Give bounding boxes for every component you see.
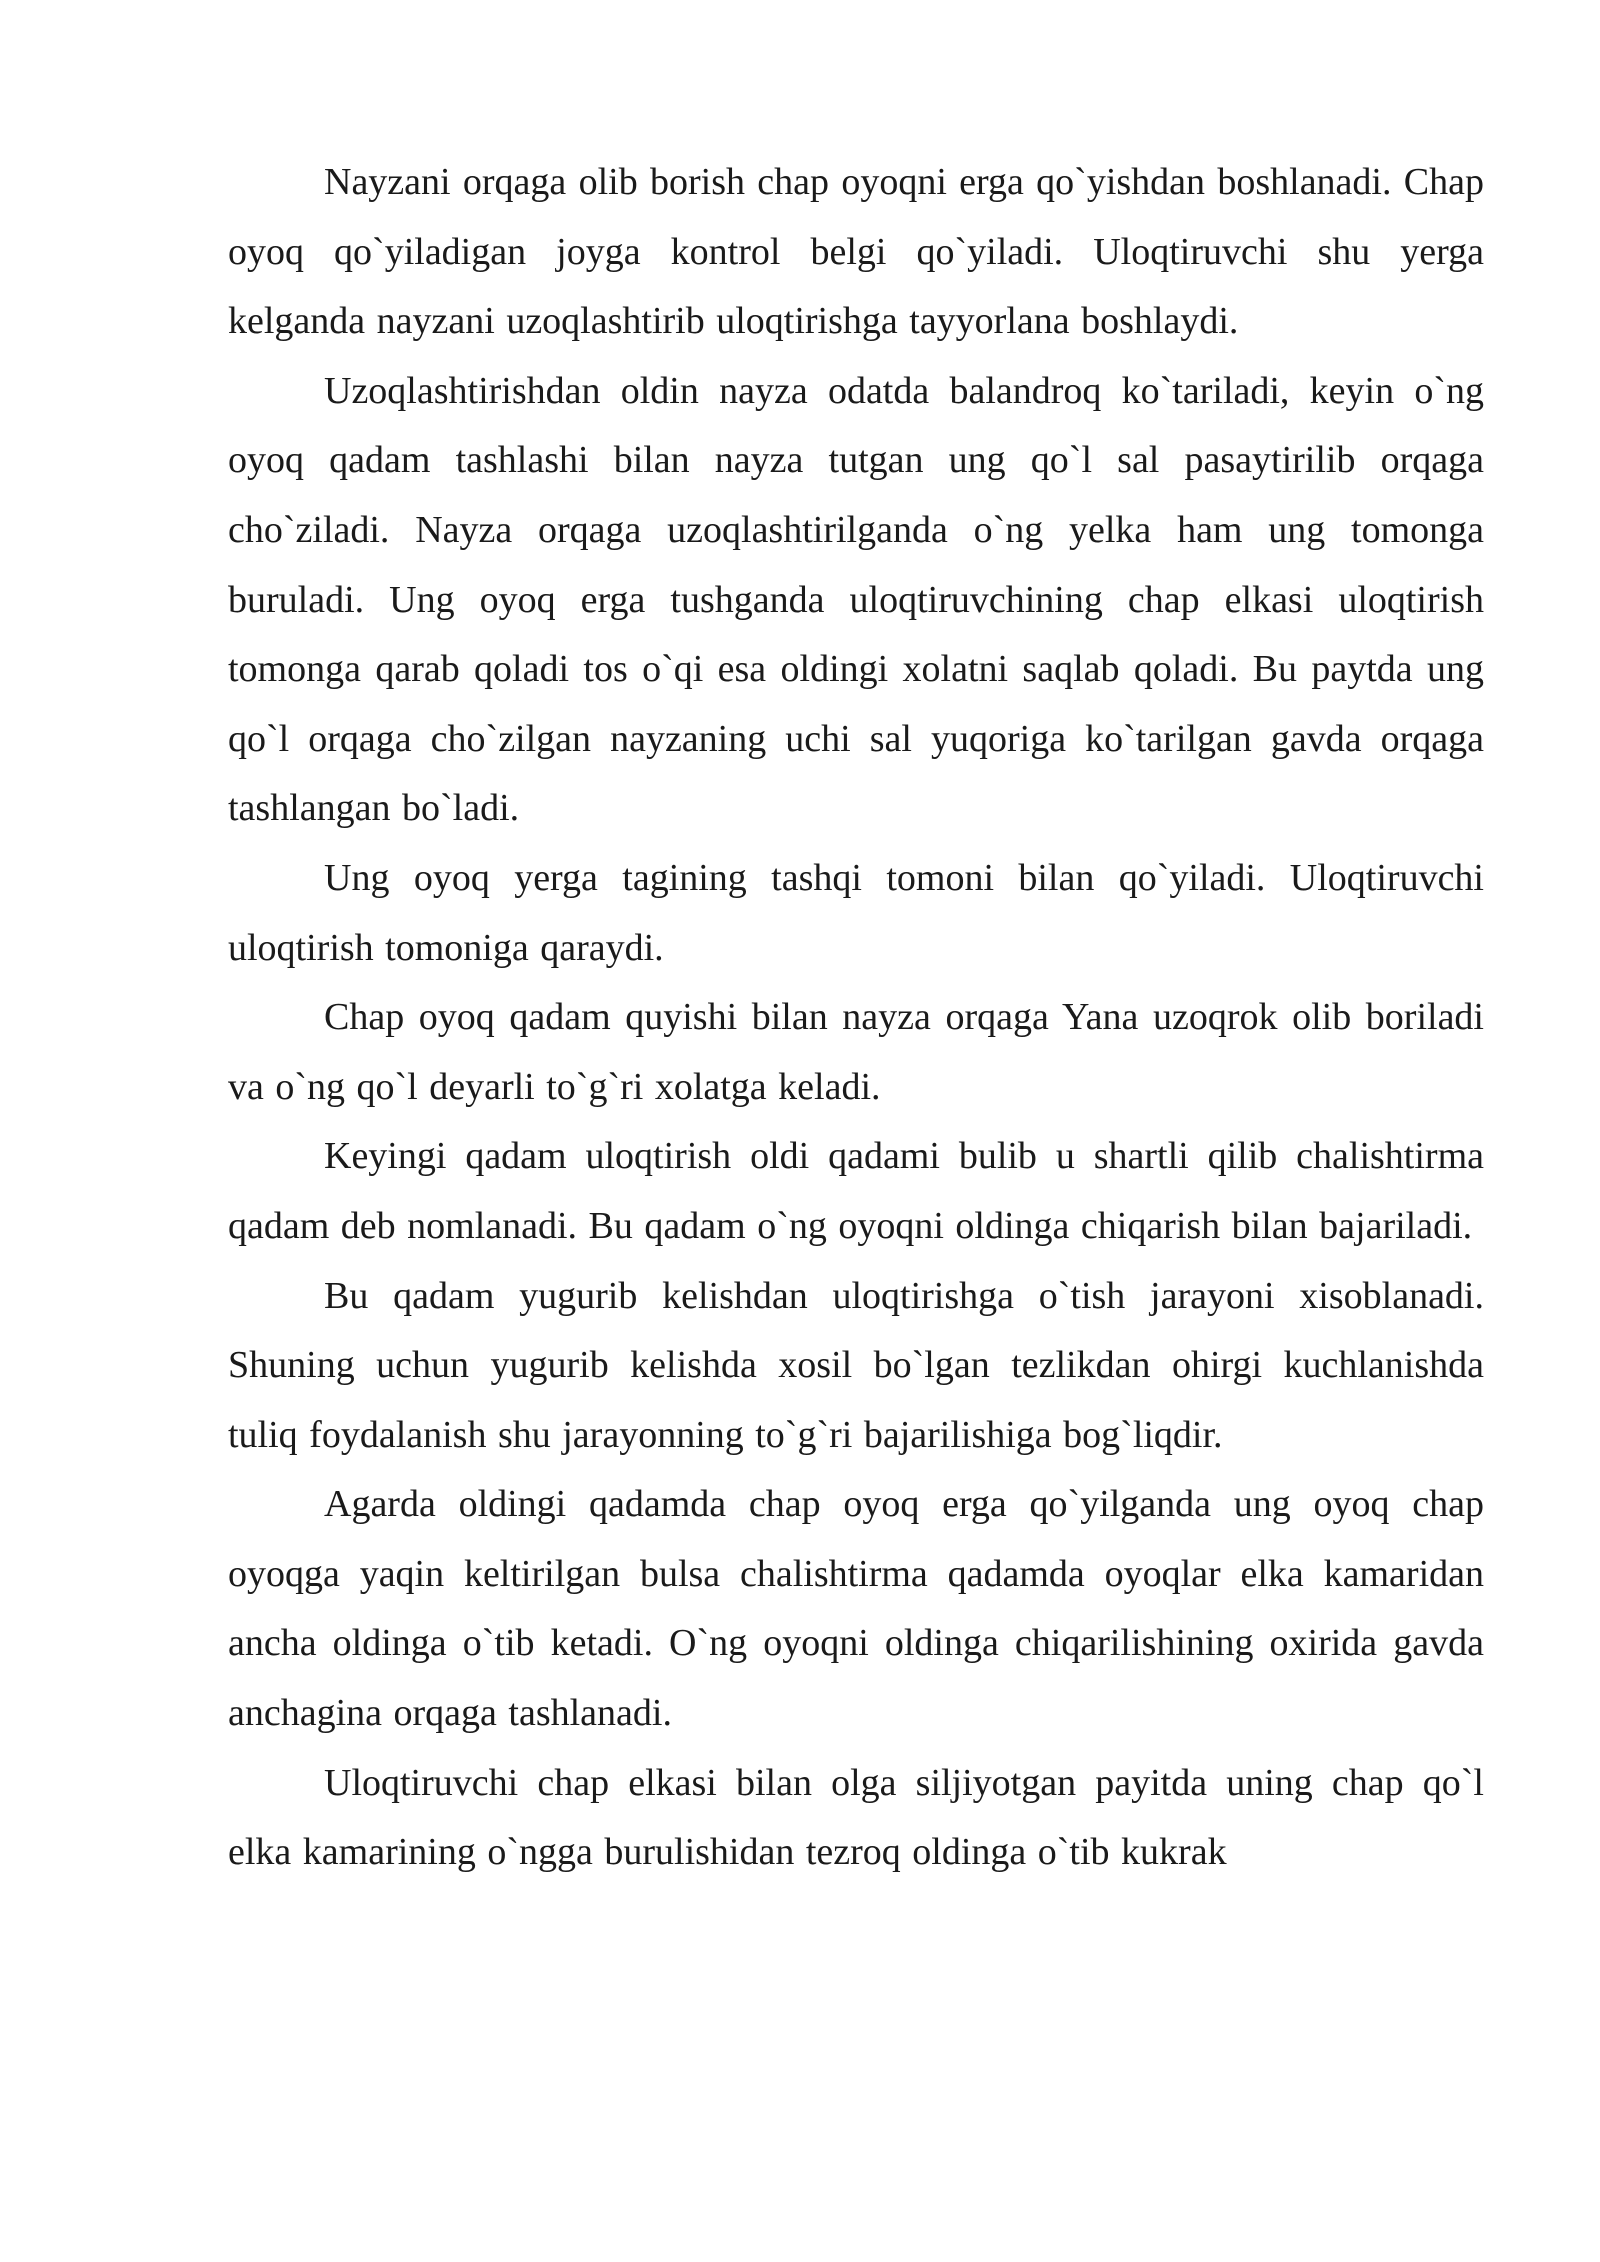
paragraph-7: Agarda oldingi qadamda chap oyoq erga qo`yilganda ung oyoq chap oyoqga yaqin keltirilgan bulsa chalishtirma qadamda oyoqlar elka kamaridan ancha oldinga o`tib ketadi. O`ng oyoqni oldinga chiqarilishining oxirida gavda anchagina orqaga tashlanadi. (228, 1483, 1484, 1735)
paragraph-1: Nayzani orqaga olib borish chap oyoqni erga qo`yishdan boshlanadi. Chap oyoq qo`yiladigan joyga kontrol belgi qo`yiladi. Uloqtiruvchi shu yerga kelganda nayzani uzoqlashtirib uloqtirishga tayyorlana boshlaydi. (228, 161, 1484, 343)
paragraph-8: Uloqtiruvchi chap elkasi bilan olga siljiyotgan payitda uning chap qo`l elka kamarining o`ngga burulishidan tezroq oldinga o`tib kukrak (228, 1761, 1484, 1874)
paragraph-3: Ung oyoq yerga tagining tashqi tomoni bilan qo`yiladi. Uloqtiruvchi uloqtirish tomoniga qaraydi. (228, 856, 1484, 969)
paragraph-2: Uzoqlashtirishdan oldin nayza odatda balandroq ko`tariladi, keyin o`ng oyoq qadam tashlashi bilan nayza tutgan ung qo`l sal pasaytirilib orqaga cho`ziladi. Nayza orqaga uzoqlashtirilganda o`ng yelka ham ung tomonga buruladi. Ung oyoq erga tushganda uloqtiruvchining chap elkasi uloqtirish tomonga qarab qoladi tos o`qi esa oldingi xolatni saqlab qoladi. Bu paytda ung qo`l orqaga cho`zilgan nayzaning uchi sal yuqoriga ko`tarilgan gavda orqaga tashlangan bo`ladi. (228, 369, 1484, 830)
paragraph-4: Chap oyoq qadam quyishi bilan nayza orqaga Yana uzoqrok olib boriladi va o`ng qo`l deyarli to`g`ri xolatga keladi. (228, 996, 1484, 1108)
body-text (228, 148, 1484, 1888)
paragraph-5: Keyingi qadam uloqtirish oldi qadami bulib u shartli qilib chalishtirma qadam deb nomlanadi. Bu qadam o`ng oyoqni oldinga chiqarish bilan bajariladi. (228, 1135, 1484, 1247)
paragraph-6: Bu qadam yugurib kelishdan uloqtirishga o`tish jarayoni xisoblanadi. Shuning uchun yugurib kelishda xosil bo`lgan tezlikdan ohirgi kuchlanishda tuliq foydalanish shu jarayonning to`g`ri bajarilishiga bog`liqdir. (228, 1274, 1484, 1456)
